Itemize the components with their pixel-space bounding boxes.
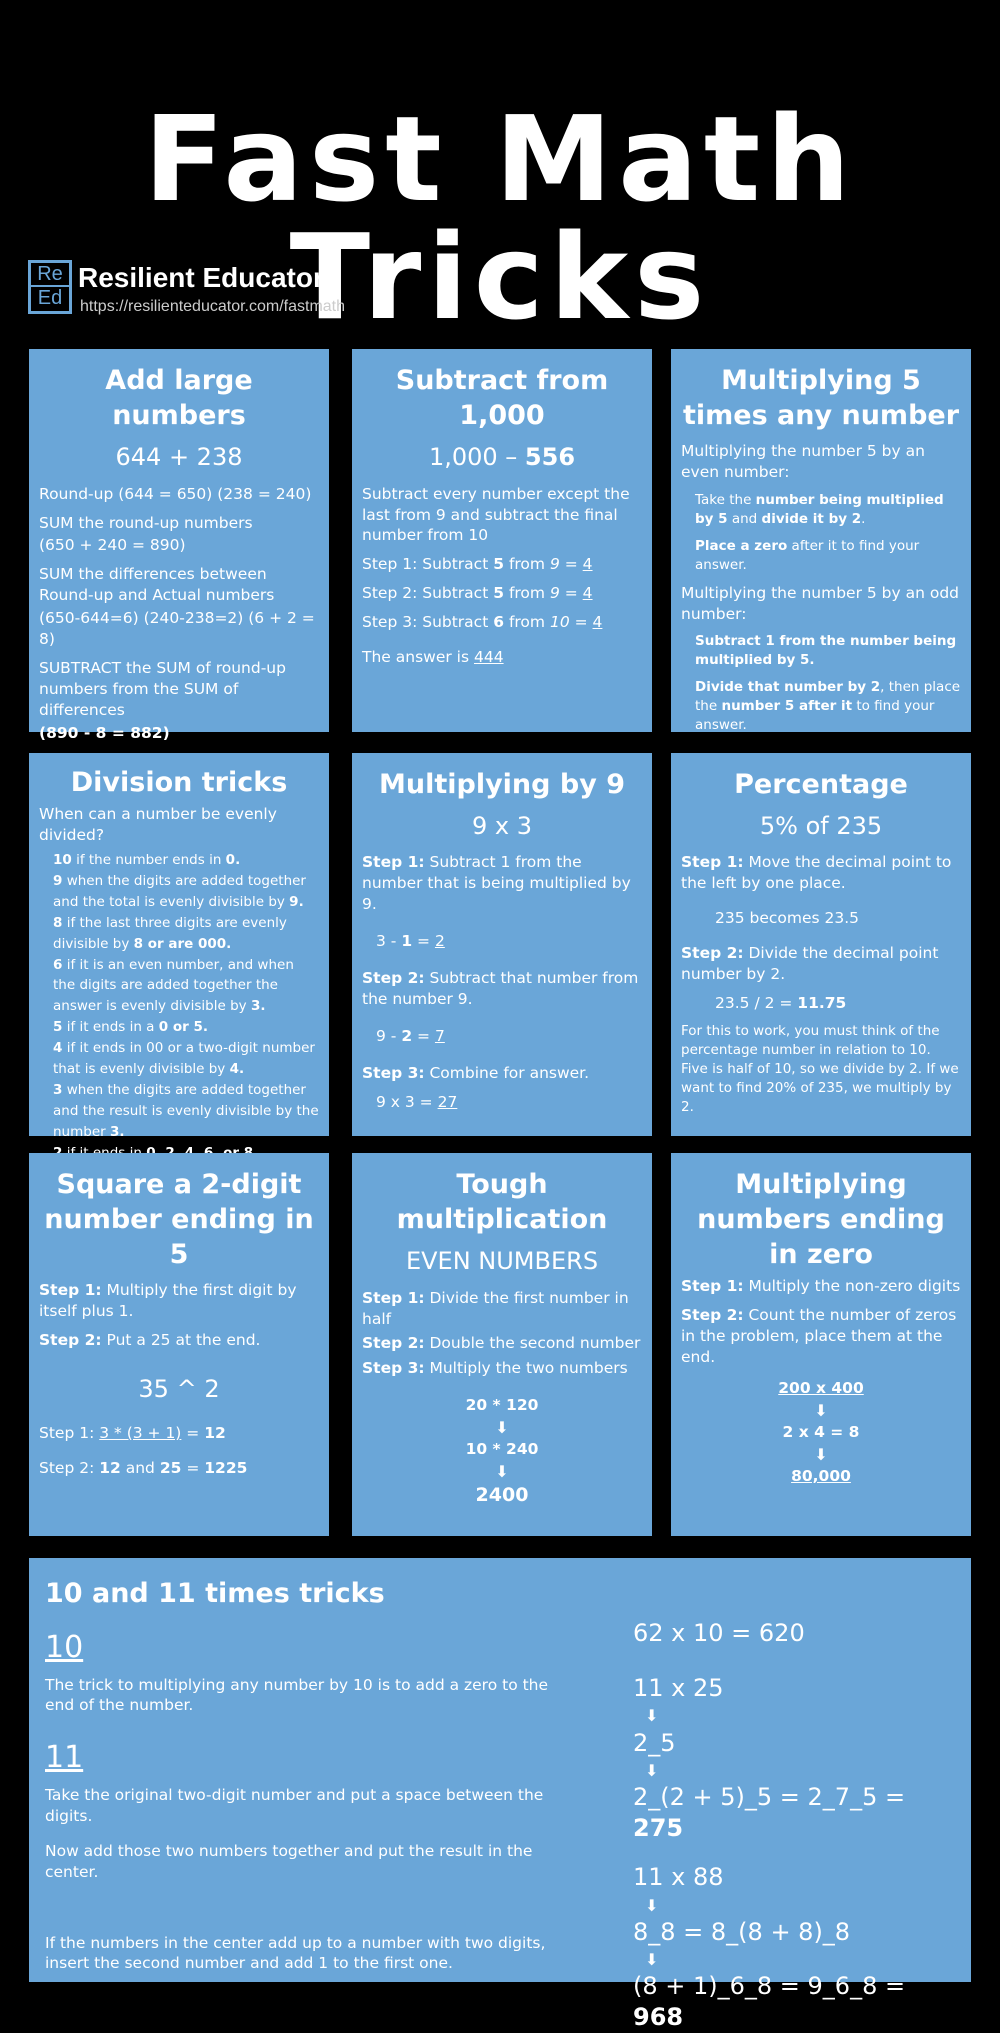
logo-top: Re (31, 263, 69, 287)
t: if it ends in 00 or a two-digit number that is evenly divisible by (53, 1040, 315, 1078)
t: 11.75 (797, 994, 847, 1013)
percentage-calc-2 (701, 993, 961, 1014)
card-heading: Division tricks (70, 767, 288, 798)
t: 9 - (376, 1027, 402, 1046)
t: Step 2: (39, 1459, 100, 1478)
step-eq: = (559, 555, 583, 574)
t: Step 1: (39, 1281, 102, 1300)
eleven-text-2: Now add those two numbers together and put the result in the center. (45, 1841, 533, 1881)
division-card (29, 753, 329, 1140)
step-eq: = (569, 613, 593, 632)
t: and (727, 510, 762, 527)
subtract-step-1 (362, 554, 642, 575)
card-heading: Tough multiplication (396, 1169, 608, 1236)
answer-label: The answer is (362, 648, 474, 667)
t: 3. (109, 1123, 125, 1140)
division-rules (39, 850, 319, 1164)
logo-icon (28, 260, 72, 314)
step-label: Step 3: Subtract (362, 613, 494, 632)
t: 25 (159, 1459, 182, 1478)
step-mid: from (504, 555, 550, 574)
card-heading: Multiplying numbers ending in zero (697, 1169, 945, 1271)
t: divide it by 2 (761, 510, 862, 527)
t: if the number ends in (71, 851, 226, 868)
t: 275 (633, 1814, 684, 1843)
step-n: 5 (493, 555, 505, 574)
t: Double the second number (424, 1334, 641, 1353)
mult5-even-label: Multiplying the number 5 by an even number: (681, 442, 925, 482)
tough-step-3 (362, 1358, 642, 1379)
step-label: Step 1: Subtract (362, 555, 494, 574)
t: Multiply the non-zero digits (743, 1277, 961, 1296)
subtract-example-b: 556 (524, 443, 576, 472)
tough-sub: EVEN NUMBERS (405, 1247, 599, 1276)
mult5-odd-label: Multiplying the number 5 by an odd number: (681, 583, 960, 623)
zero-line-2: 2 x 4 = 8 (782, 1423, 860, 1442)
card-heading: Subtract from 1,000 (395, 365, 609, 432)
logo-bottom: Ed (37, 287, 63, 309)
square-calc-1 (39, 1423, 319, 1444)
tough-multiplication-card (352, 1153, 652, 1536)
t: 7 (434, 1027, 445, 1046)
add-sum-label: SUM the round-up numbers (39, 513, 253, 532)
t: 9 x 3 = (376, 1092, 438, 1111)
mult5-odd-1: Subtract 1 from the number being multiplied by 5. (695, 633, 957, 669)
zero-line-3: 80,000 (791, 1467, 851, 1486)
t: Step 1: (362, 853, 425, 872)
arrow-down-icon: ⬇ (814, 1445, 828, 1464)
ex-2c (633, 1782, 953, 1844)
card-heading: Multiplying 5 times any number (682, 365, 960, 432)
percentage-step-2 (681, 943, 961, 985)
t: 2_(2 + 5)_5 = 2_7_5 = (633, 1782, 906, 1811)
card-heading: Multiplying by 9 (378, 769, 625, 800)
tough-step-1 (362, 1288, 642, 1330)
add-subtract-label: SUBTRACT the SUM of round-up numbers from the SUM of differences (39, 659, 286, 719)
mult9-example: 9 x 3 (472, 812, 532, 841)
subtract-example (362, 441, 642, 473)
t: 23.5 / 2 = (715, 994, 798, 1013)
tough-line-3: 2400 (475, 1484, 529, 1507)
zero-line-1: 200 x 400 (778, 1378, 864, 1397)
t: Step 2: (681, 944, 744, 963)
add-example: 644 + 238 (115, 443, 243, 472)
add-large-numbers-card (29, 349, 329, 742)
mult5-odd-2 (681, 678, 961, 735)
division-rule (53, 871, 319, 913)
t: Move the decimal point to the left by one place. (681, 853, 952, 893)
division-rule (53, 850, 319, 871)
eleven-text-3: If the numbers in the center add up to a number with two digits, insert the second number and add 1 to the first one. (45, 1933, 546, 1973)
step-r: 4 (582, 584, 593, 603)
t: to find your answer. (695, 698, 935, 733)
mult9-calc-3 (362, 1092, 642, 1113)
square-example: 35 ^ 2 (138, 1375, 220, 1404)
t: Divide the decimal point number by 2. (681, 944, 939, 984)
mult9-calc-1 (362, 931, 642, 952)
arrow-down-icon: ⬇ (645, 1949, 659, 1969)
ending-zero-card (671, 1153, 971, 1536)
arrow-down-icon: ⬇ (814, 1400, 828, 1420)
ten-text: The trick to multiplying any number by 10 is to add a zero to the end of the number. (45, 1675, 549, 1715)
step-n: 6 (493, 613, 505, 632)
t: . (861, 510, 866, 527)
step-f: 10 (549, 613, 570, 632)
ten-eleven-card (29, 1558, 971, 2032)
step-f: 9 (549, 555, 560, 574)
t: Multiply the two numbers (424, 1359, 628, 1378)
t: Place a zero (695, 537, 788, 554)
t: Step 3: (362, 1359, 425, 1378)
t: Take the (695, 492, 756, 509)
t: Count the number of zeros in the problem, place them at the end. (681, 1306, 957, 1367)
division-question: When can a number be evenly divided? (39, 805, 277, 845)
t: 3. (250, 998, 266, 1015)
division-rule (53, 1017, 319, 1038)
t: 968 (633, 2003, 684, 2032)
add-roundup: Round-up (644 = 650) (238 = 240) (39, 484, 312, 503)
t: (8 + 1)_6_8 = 9_6_8 = (633, 1972, 906, 2001)
ten-label: 10 (45, 1630, 84, 1665)
division-rule (53, 1080, 319, 1143)
arrow-down-icon: ⬇ (645, 1895, 659, 1915)
t: Divide that number by 2 (695, 679, 881, 696)
mult9-calc-2 (362, 1026, 642, 1047)
add-diff-label: SUM the differences between Round-up and Actual numbers (39, 565, 275, 605)
division-rule (53, 1038, 319, 1080)
square-card (29, 1153, 329, 1536)
mult5-even-1 (681, 491, 961, 529)
mult9-step-2 (362, 968, 642, 1010)
arrow-down-icon: ⬇ (645, 1760, 659, 1780)
arrow-down-icon: ⬇ (645, 1706, 659, 1726)
ten-eleven-examples (633, 1618, 953, 2033)
step-f: 9 (549, 584, 560, 603)
ex-3a: 11 x 88 (633, 1863, 724, 1892)
ex-2b: 2_5 (633, 1728, 676, 1757)
step-eq: = (559, 584, 583, 603)
t: if it is an even number, and when the digits are added together the answer is evenly divisible by (53, 956, 294, 1015)
division-rule (53, 913, 319, 955)
subtract-example-a: 1,000 – (428, 443, 525, 472)
square-step-1 (39, 1280, 319, 1322)
eleven-label: 11 (45, 1740, 84, 1776)
t: when the digits are added together and the result is evenly divisible by the number (53, 1082, 319, 1140)
t: Step 1: (681, 853, 744, 872)
add-subtract-calc: (890 - 8 = 882) (39, 723, 170, 742)
t: Step 1: (39, 1424, 100, 1443)
zero-step-2 (681, 1305, 961, 1368)
t: 5 (53, 1019, 63, 1036)
step-label: Step 2: Subtract (362, 584, 494, 603)
ex-3c (633, 1971, 953, 2033)
t: 2 (434, 932, 445, 951)
square-step-2 (39, 1330, 319, 1351)
t: 12 (204, 1424, 226, 1443)
card-heading: Add large numbers (105, 365, 253, 432)
tough-line-1: 20 * 120 (465, 1396, 539, 1415)
t: 27 (437, 1092, 458, 1111)
multiply-5-card (671, 349, 971, 732)
eleven-text-1: Take the original two-digit number and put a space between the digits. (45, 1785, 544, 1825)
t: when the digits are added together and the total is evenly divisible by (53, 872, 306, 910)
t: 9. (289, 893, 304, 910)
t: Step 1: (362, 1288, 425, 1307)
percentage-example: 5% of 235 (759, 812, 883, 841)
mult9-step-3 (362, 1063, 642, 1084)
t: Divide the first number in half (362, 1288, 629, 1328)
t: Step 2: (362, 969, 425, 988)
subtract-desc: Subtract every number except the last from 9 and subtract the final number from 10 (362, 484, 630, 545)
card-heading: 10 and 11 times tricks (45, 1578, 385, 1609)
t: 9 (53, 872, 63, 889)
zero-step-1 (681, 1276, 961, 1297)
division-rule (53, 955, 319, 1018)
step-r: 4 (592, 613, 603, 632)
t: Step 2: (39, 1331, 102, 1350)
t: Combine for answer. (424, 1063, 590, 1082)
answer-value: 444 (473, 648, 504, 667)
t: 1 (401, 932, 413, 951)
t: Step 1: (681, 1277, 744, 1296)
subtract-card (352, 349, 652, 732)
t: number being multiplied by 5 (695, 492, 944, 527)
t: = (412, 932, 435, 951)
subtract-step-3 (362, 612, 642, 633)
t: 1225 (204, 1459, 248, 1478)
ex-3b: 8_8 = 8_(8 + 8)_8 (633, 1917, 851, 1946)
subtract-answer (362, 647, 642, 668)
mult5-even-2 (681, 537, 961, 575)
t: = (181, 1424, 205, 1443)
t: , then place the (695, 679, 961, 715)
step-r: 4 (582, 555, 593, 574)
t: 0. (225, 851, 241, 868)
page-title: Fast Math Tricks (143, 90, 857, 346)
t: Subtract that number from the number 9. (362, 969, 639, 1009)
tough-line-2: 10 * 240 (465, 1440, 539, 1459)
t: 8 or are 000. (133, 935, 232, 952)
tough-step-2 (362, 1333, 642, 1354)
add-sum-calc: (650 + 240 = 890) (39, 536, 186, 555)
t: = (412, 1027, 435, 1046)
t: 4. (229, 1061, 245, 1078)
t: 3 (53, 1082, 63, 1099)
percentage-card (671, 753, 971, 1136)
t: Put a 25 at the end. (101, 1331, 261, 1350)
t: if it ends in a (62, 1019, 159, 1036)
ex-1: 62 x 10 = 620 (633, 1619, 805, 1647)
step-mid: from (504, 613, 550, 632)
t: = (181, 1459, 205, 1478)
subtract-step-2 (362, 583, 642, 604)
step-n: 5 (493, 584, 505, 603)
percentage-note: For this to work, you must think of the percentage number in relation to 10. Five is half of 10, so we divide by 2. If we want to find 20% of 235, we multiply by 2. (681, 1023, 959, 1115)
t: Step 3: (362, 1063, 425, 1082)
ten-eleven-explanation (45, 1628, 575, 1982)
t: Subtract 1 from the number that is being multiplied by 9. (362, 853, 631, 914)
t: 12 (99, 1459, 121, 1478)
add-diff-calc: (650-644=6) (240-238=2) (6 + 2 = 8) (39, 609, 315, 649)
square-calc-2 (39, 1458, 319, 1479)
t: 4 (53, 1040, 63, 1057)
t: and (120, 1459, 160, 1478)
t: 3 - (376, 932, 402, 951)
arrow-down-icon: ⬇ (495, 1462, 509, 1482)
t: 8 (53, 914, 63, 931)
t: 2 (401, 1027, 413, 1046)
card-heading: Square a 2-digit number ending in 5 (44, 1169, 314, 1271)
t: number 5 after it (721, 698, 853, 715)
t: after it to find your answer. (695, 537, 920, 573)
brand-name: Resilient Educator (78, 262, 324, 293)
t: Multiply the first digit by itself plus 1. (39, 1281, 297, 1321)
t: Step 2: (681, 1306, 744, 1325)
t: if the last three digits are evenly divisible by (53, 914, 287, 952)
ex-2a: 11 x 25 (633, 1674, 724, 1703)
t: 3 * (3 + 1) (99, 1424, 182, 1443)
t: 0 or 5. (158, 1019, 208, 1036)
mult9-step-1 (362, 852, 642, 915)
card-heading: Percentage (734, 769, 908, 800)
arrow-down-icon: ⬇ (495, 1418, 509, 1438)
brand-url[interactable]: https://resilienteducator.com/fastmath (80, 298, 346, 315)
t: Step 2: (362, 1334, 425, 1353)
t: 6 (53, 956, 63, 973)
multiply-9-card (352, 753, 652, 1136)
t: 10 (53, 851, 72, 868)
percentage-calc-1: 235 becomes 23.5 (715, 909, 860, 928)
percentage-step-1 (681, 852, 961, 894)
step-mid: from (504, 584, 550, 603)
